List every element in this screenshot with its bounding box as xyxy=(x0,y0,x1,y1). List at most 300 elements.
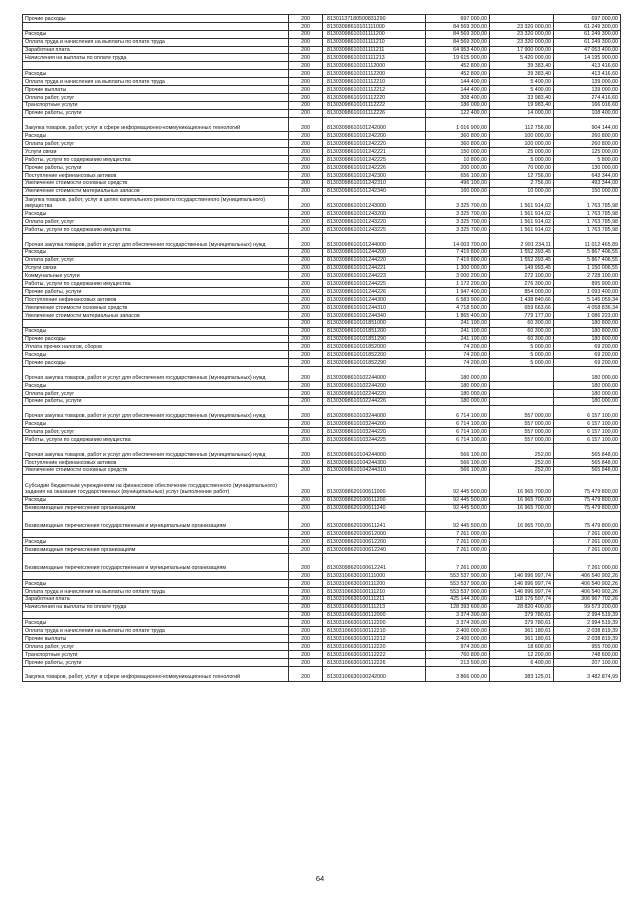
cell-name: Оплата работ, услуг xyxy=(23,643,289,651)
cell-exec: 23 320 000,00 xyxy=(490,22,554,30)
cell-code: 200 xyxy=(289,62,323,70)
cell-code: 200 xyxy=(289,579,323,587)
cell-name: Оплата работ, услуг xyxy=(23,218,289,226)
cell-csr: 81303098610101242225 xyxy=(323,156,426,164)
cell-plan: 308 400,00 xyxy=(426,93,490,101)
table-row xyxy=(23,474,621,496)
cell-csr: 81303098620100612241 xyxy=(323,554,426,572)
cell-plan: 360 800,00 xyxy=(426,132,490,140)
cell-rest: 180 800,00 xyxy=(554,327,621,335)
table-row xyxy=(23,117,621,132)
cell-plan: 6 714 100,00 xyxy=(426,405,490,420)
cell-exec xyxy=(490,15,554,23)
cell-rest: 14 195 900,00 xyxy=(554,54,621,62)
cell-exec: 39 383,40 xyxy=(490,62,554,70)
cell-rest: 61 249 300,00 xyxy=(554,22,621,30)
cell-code: 200 xyxy=(289,496,323,504)
cell-csr: 81303098610101242340 xyxy=(323,187,426,195)
cell-rest: 75 479 800,00 xyxy=(554,512,621,530)
cell-plan: 84 569 300,00 xyxy=(426,30,490,38)
cell-code: 200 xyxy=(289,218,323,226)
table-row xyxy=(23,595,621,603)
table-row xyxy=(23,38,621,46)
cell-name: Расходы xyxy=(23,496,289,504)
cell-plan: 697 000,00 xyxy=(426,15,490,23)
cell-exec: 557 000,00 xyxy=(490,405,554,420)
cell-rest: 180 000,00 xyxy=(554,367,621,382)
cell-code: 200 xyxy=(289,187,323,195)
cell-csr: 81303098610101111211 xyxy=(323,46,426,54)
cell-plan: 10 800,00 xyxy=(426,156,490,164)
cell-csr: 81303098610102244226 xyxy=(323,397,426,405)
cell-csr: 81303098610101242300 xyxy=(323,171,426,179)
cell-plan: 150 000,00 xyxy=(426,148,490,156)
cell-csr: 81303098610101244300 xyxy=(323,296,426,304)
cell-code: 200 xyxy=(289,611,323,619)
cell-csr: 81303098610104244300 xyxy=(323,458,426,466)
cell-exec: 361 180,61 xyxy=(490,627,554,635)
cell-csr: 81303106630100112000 xyxy=(323,611,426,619)
cell-rest: 1 763 785,98 xyxy=(554,210,621,218)
cell-rest: 697 000,00 xyxy=(554,15,621,23)
cell-rest: 69 200,00 xyxy=(554,343,621,351)
cell-csr: 81303098610101852000 xyxy=(323,343,426,351)
cell-csr: 81301137180500831290 xyxy=(323,15,426,23)
table-row xyxy=(23,405,621,420)
cell-name: Расходы xyxy=(23,210,289,218)
cell-plan: 1 016 900,00 xyxy=(426,117,490,132)
cell-exec: 5 400,00 xyxy=(490,86,554,94)
cell-rest: 7 261 000,00 xyxy=(554,538,621,546)
cell-code: 200 xyxy=(289,264,323,272)
table-row xyxy=(23,311,621,319)
cell-exec: 1 561 914,02 xyxy=(490,226,554,234)
cell-exec: 146 996 997,74 xyxy=(490,572,554,580)
table-row xyxy=(23,148,621,156)
table-body xyxy=(23,15,621,682)
cell-name: Расходы xyxy=(23,351,289,359)
cell-exec: 1 561 914,02 xyxy=(490,195,554,210)
cell-rest: 6 157 100,00 xyxy=(554,405,621,420)
cell-rest: 108 400,00 xyxy=(554,109,621,117)
cell-plan: 92 445 500,00 xyxy=(426,474,490,496)
cell-exec: 23 320 000,00 xyxy=(490,30,554,38)
cell-plan: 14 003 700,00 xyxy=(426,233,490,248)
cell-csr: 81303098610102244000 xyxy=(323,367,426,382)
cell-code: 200 xyxy=(289,538,323,546)
cell-code: 200 xyxy=(289,140,323,148)
cell-exec xyxy=(490,381,554,389)
cell-rest: 565 848,00 xyxy=(554,444,621,459)
cell-name: Работы, услуги по содержанию имущества xyxy=(23,226,289,234)
cell-plan: 241 100,00 xyxy=(426,327,490,335)
cell-name: Прочие работы, услуги xyxy=(23,658,289,666)
cell-rest: 180 000,00 xyxy=(554,397,621,405)
cell-plan: 19 615 900,00 xyxy=(426,54,490,62)
cell-csr: 81303098610103244225 xyxy=(323,436,426,444)
cell-code: 200 xyxy=(289,46,323,54)
cell-name: Прочие выплаты xyxy=(23,635,289,643)
cell-rest: 260 800,00 xyxy=(554,140,621,148)
cell-plan: 128 393 600,00 xyxy=(426,603,490,611)
cell-rest: 904 144,00 xyxy=(554,117,621,132)
table-row xyxy=(23,335,621,343)
cell-exec: 1 438 840,66 xyxy=(490,296,554,304)
cell-csr: 81303098610101244225 xyxy=(323,280,426,288)
cell-exec: 16 965 700,00 xyxy=(490,504,554,512)
cell-name: Оплата труда и начисления на выплаты по оплате труда xyxy=(23,627,289,635)
cell-name: Прочая закупка товаров, работ и услуг для обеспечения государственных (муниципальных) нужд xyxy=(23,444,289,459)
cell-code: 200 xyxy=(289,195,323,210)
cell-csr: 81303106630100112200 xyxy=(323,619,426,627)
table-row xyxy=(23,288,621,296)
cell-plan: 74 200,00 xyxy=(426,343,490,351)
cell-rest: 139 000,00 xyxy=(554,86,621,94)
table-row xyxy=(23,256,621,264)
cell-csr: 81303098610101243225 xyxy=(323,226,426,234)
table-row xyxy=(23,132,621,140)
cell-name: Услуги связи xyxy=(23,264,289,272)
cell-code: 200 xyxy=(289,436,323,444)
table-row xyxy=(23,351,621,359)
cell-code: 200 xyxy=(289,179,323,187)
cell-csr: 81303098610101242310 xyxy=(323,179,426,187)
cell-rest: 2 994 519,39 xyxy=(554,611,621,619)
cell-code: 200 xyxy=(289,93,323,101)
table-row xyxy=(23,619,621,627)
cell-exec: 39 383,40 xyxy=(490,70,554,78)
cell-code: 200 xyxy=(289,619,323,627)
cell-name: Начисления на выплаты по оплате труда xyxy=(23,603,289,611)
table-row xyxy=(23,579,621,587)
cell-name: Расходы xyxy=(23,327,289,335)
cell-exec: 5 400,00 xyxy=(490,78,554,86)
table-row xyxy=(23,109,621,117)
cell-code: 200 xyxy=(289,78,323,86)
table-row xyxy=(23,658,621,666)
cell-plan: 180 000,00 xyxy=(426,397,490,405)
cell-exec: 60 300,00 xyxy=(490,327,554,335)
cell-rest: 406 540 902,26 xyxy=(554,579,621,587)
cell-rest: 180 000,00 xyxy=(554,389,621,397)
cell-plan: 144 400,00 xyxy=(426,86,490,94)
cell-name xyxy=(23,572,289,580)
cell-code: 200 xyxy=(289,70,323,78)
cell-exec: 10 000,00 xyxy=(490,187,554,195)
cell-name: Субсидии бюджетным учреждениям на финансовое обеспечение государственного (муниципального) задания на оказание государственных (муниципальных) услуг (выполнение работ) xyxy=(23,474,289,496)
cell-rest: 1 093 400,00 xyxy=(554,288,621,296)
cell-code: 200 xyxy=(289,359,323,367)
table-row xyxy=(23,187,621,195)
cell-code: 200 xyxy=(289,288,323,296)
cell-name: Безвозмездные перечисления государственным и муниципальным организациям xyxy=(23,554,289,572)
cell-plan: 566 100,00 xyxy=(426,458,490,466)
table-row xyxy=(23,603,621,611)
table-row xyxy=(23,304,621,312)
cell-name: Оплата труда и начисления на выплаты по оплате труда xyxy=(23,78,289,86)
cell-code: 200 xyxy=(289,343,323,351)
cell-plan: 4 718 500,00 xyxy=(426,304,490,312)
cell-plan: 7 261 000,00 xyxy=(426,554,490,572)
cell-csr: 81303098610101112210 xyxy=(323,78,426,86)
cell-csr: 81303106630100242000 xyxy=(323,666,426,681)
cell-csr: 81303098610101111200 xyxy=(323,30,426,38)
page-number: 64 xyxy=(315,874,325,883)
cell-name: Закупка товаров, работ, услуг в сфере информационно-коммуникационных технологий xyxy=(23,117,289,132)
cell-code: 200 xyxy=(289,420,323,428)
cell-csr: 81303098610101111213 xyxy=(323,54,426,62)
table-row xyxy=(23,179,621,187)
cell-code: 200 xyxy=(289,595,323,603)
cell-csr: 81303098610101244310 xyxy=(323,304,426,312)
cell-exec: 19 983,40 xyxy=(490,101,554,109)
cell-code: 200 xyxy=(289,109,323,117)
cell-csr: 81303098620100612200 xyxy=(323,538,426,546)
cell-plan: 200 000,00 xyxy=(426,163,490,171)
cell-rest: 1 763 785,98 xyxy=(554,226,621,234)
table-row xyxy=(23,264,621,272)
cell-name: Оплата работ, услуг xyxy=(23,389,289,397)
cell-csr: 81303106630100111213 xyxy=(323,603,426,611)
cell-code: 200 xyxy=(289,572,323,580)
cell-exec: 779 177,00 xyxy=(490,311,554,319)
cell-rest: 11 012 465,89 xyxy=(554,233,621,248)
cell-plan: 553 537 900,00 xyxy=(426,587,490,595)
table-row xyxy=(23,54,621,62)
cell-plan: 74 200,00 xyxy=(426,359,490,367)
cell-code: 200 xyxy=(289,226,323,234)
table-row xyxy=(23,546,621,554)
table-row xyxy=(23,611,621,619)
cell-name xyxy=(23,319,289,327)
cell-rest: 99 573 200,00 xyxy=(554,603,621,611)
table-row xyxy=(23,70,621,78)
cell-plan: 452 800,00 xyxy=(426,70,490,78)
cell-plan: 3 374 300,00 xyxy=(426,619,490,627)
cell-exec xyxy=(490,367,554,382)
cell-code: 200 xyxy=(289,163,323,171)
cell-exec: 18 600,00 xyxy=(490,643,554,651)
cell-rest: 75 479 800,00 xyxy=(554,474,621,496)
cell-csr: 81303098610101242200 xyxy=(323,132,426,140)
cell-code: 200 xyxy=(289,351,323,359)
cell-exec: 252,00 xyxy=(490,466,554,474)
cell-csr: 81303098610101244226 xyxy=(323,288,426,296)
cell-code: 200 xyxy=(289,444,323,459)
cell-rest: 69 200,00 xyxy=(554,359,621,367)
cell-name: Оплата работ, услуг xyxy=(23,140,289,148)
cell-name: Закупка товаров, работ, услуг в целях капитального ремонта государственного (муниципального) имущества xyxy=(23,195,289,210)
table-row xyxy=(23,140,621,148)
cell-rest: 6 157 100,00 xyxy=(554,420,621,428)
cell-csr: 81303098610101851200 xyxy=(323,327,426,335)
cell-csr: 81303098610104244000 xyxy=(323,444,426,459)
cell-rest: 2 728 100,00 xyxy=(554,272,621,280)
cell-csr: 81303106630100112212 xyxy=(323,635,426,643)
cell-exec: 33 983,40 xyxy=(490,93,554,101)
cell-code: 200 xyxy=(289,327,323,335)
cell-name: Расходы xyxy=(23,538,289,546)
cell-rest: 955 700,00 xyxy=(554,643,621,651)
cell-name: Оплата работ, услуг xyxy=(23,256,289,264)
cell-exec: 60 300,00 xyxy=(490,319,554,327)
table-row xyxy=(23,248,621,256)
cell-plan: 7 419 800,00 xyxy=(426,248,490,256)
cell-csr: 81303106630100112220 xyxy=(323,643,426,651)
table-row xyxy=(23,171,621,179)
cell-name: Коммунальные услуги xyxy=(23,272,289,280)
cell-name: Расходы xyxy=(23,381,289,389)
cell-code: 200 xyxy=(289,658,323,666)
cell-code: 200 xyxy=(289,248,323,256)
cell-code: 200 xyxy=(289,367,323,382)
table-row xyxy=(23,319,621,327)
cell-exec: 5 000,00 xyxy=(490,351,554,359)
table-row xyxy=(23,436,621,444)
cell-name: Заработная плата xyxy=(23,595,289,603)
cell-rest: 139 000,00 xyxy=(554,78,621,86)
cell-plan: 64 953 400,00 xyxy=(426,46,490,54)
table-row xyxy=(23,643,621,651)
cell-plan: 7 261 000,00 xyxy=(426,538,490,546)
cell-name: Уплата прочих налогов, сборов xyxy=(23,343,289,351)
cell-exec: 23 320 000,00 xyxy=(490,38,554,46)
cell-plan: 6 583 900,00 xyxy=(426,296,490,304)
cell-code: 200 xyxy=(289,389,323,397)
cell-csr: 81303106630100112210 xyxy=(323,627,426,635)
cell-rest: 180 800,00 xyxy=(554,335,621,343)
cell-rest: 5 145 059,34 xyxy=(554,296,621,304)
cell-code: 200 xyxy=(289,171,323,179)
cell-exec: 2 756,00 xyxy=(490,179,554,187)
cell-name: Заработная плата xyxy=(23,46,289,54)
cell-code: 200 xyxy=(289,666,323,681)
cell-code: 200 xyxy=(289,335,323,343)
table-row xyxy=(23,466,621,474)
cell-rest: 413 416,60 xyxy=(554,70,621,78)
cell-csr: 81303106630100112222 xyxy=(323,651,426,659)
cell-csr: 81303098610101111210 xyxy=(323,38,426,46)
cell-name xyxy=(23,62,289,70)
cell-rest: 306 967 702,26 xyxy=(554,595,621,603)
cell-rest: 2 038 819,39 xyxy=(554,635,621,643)
cell-rest: 207 100,00 xyxy=(554,658,621,666)
cell-exec: 25 000,00 xyxy=(490,148,554,156)
table-row xyxy=(23,397,621,405)
cell-exec: 12 756,00 xyxy=(490,171,554,179)
table-row xyxy=(23,22,621,30)
cell-name: Прочая закупка товаров, работ и услуг для обеспечения государственных (муниципальных) нужд xyxy=(23,405,289,420)
cell-name: Расходы xyxy=(23,132,289,140)
cell-csr: 81303098610101242221 xyxy=(323,148,426,156)
cell-csr: 81303098610101242220 xyxy=(323,140,426,148)
cell-exec: 557 000,00 xyxy=(490,436,554,444)
cell-rest: 260 800,00 xyxy=(554,132,621,140)
cell-plan: 1 947 400,00 xyxy=(426,288,490,296)
cell-exec: 1 561 914,02 xyxy=(490,210,554,218)
table-row xyxy=(23,296,621,304)
cell-exec xyxy=(490,389,554,397)
cell-plan: 160 000,00 xyxy=(426,187,490,195)
cell-plan: 3 325 700,00 xyxy=(426,226,490,234)
cell-rest: 1 086 223,00 xyxy=(554,311,621,319)
cell-name: Начисления на выплаты по оплате труда xyxy=(23,54,289,62)
cell-plan: 566 100,00 xyxy=(426,466,490,474)
cell-plan: 74 200,00 xyxy=(426,351,490,359)
cell-name: Прочие расходы xyxy=(23,335,289,343)
cell-csr: 81303098610101244223 xyxy=(323,272,426,280)
cell-plan: 7 261 000,00 xyxy=(426,530,490,538)
cell-plan: 92 445 500,00 xyxy=(426,512,490,530)
cell-exec: 100 000,00 xyxy=(490,140,554,148)
cell-exec xyxy=(490,538,554,546)
cell-csr: 81303106630100112226 xyxy=(323,658,426,666)
cell-name: Прочие выплаты xyxy=(23,86,289,94)
table-row xyxy=(23,101,621,109)
cell-name: Прочие работы, услуги xyxy=(23,109,289,117)
cell-csr: 81303098610101112200 xyxy=(323,70,426,78)
cell-csr: 81303098610101112222 xyxy=(323,101,426,109)
cell-code: 200 xyxy=(289,554,323,572)
table-row xyxy=(23,218,621,226)
cell-rest: 130 000,00 xyxy=(554,163,621,171)
cell-exec: 16 965 700,00 xyxy=(490,474,554,496)
cell-exec: 1 552 393,45 xyxy=(490,256,554,264)
cell-exec: 272 100,00 xyxy=(490,272,554,280)
cell-rest: 47 053 400,00 xyxy=(554,46,621,54)
cell-rest: 61 249 300,00 xyxy=(554,30,621,38)
cell-name: Поступление нефинансовых активов xyxy=(23,171,289,179)
cell-name: Прочие расходы xyxy=(23,15,289,23)
cell-plan: 7 261 000,00 xyxy=(426,546,490,554)
cell-plan: 3 325 700,00 xyxy=(426,218,490,226)
cell-code: 200 xyxy=(289,504,323,512)
cell-exec: 146 996 997,74 xyxy=(490,587,554,595)
table-row xyxy=(23,554,621,572)
table-row xyxy=(23,420,621,428)
cell-exec: 854 000,00 xyxy=(490,288,554,296)
cell-plan: 566 100,00 xyxy=(426,444,490,459)
cell-plan: 144 400,00 xyxy=(426,78,490,86)
cell-plan: 6 714 100,00 xyxy=(426,420,490,428)
cell-exec: 17 900 000,00 xyxy=(490,46,554,54)
table-row xyxy=(23,666,621,681)
cell-exec: 379 780,61 xyxy=(490,611,554,619)
table-row xyxy=(23,512,621,530)
cell-rest: 7 261 000,00 xyxy=(554,530,621,538)
cell-code: 200 xyxy=(289,319,323,327)
cell-plan: 2 400 000,00 xyxy=(426,627,490,635)
cell-exec: 16 965 700,00 xyxy=(490,512,554,530)
cell-plan: 92 445 500,00 xyxy=(426,496,490,504)
cell-rest: 75 479 800,00 xyxy=(554,504,621,512)
cell-code: 200 xyxy=(289,587,323,595)
cell-csr: 81303098610101112226 xyxy=(323,109,426,117)
table-row xyxy=(23,93,621,101)
cell-plan: 3 374 300,00 xyxy=(426,611,490,619)
cell-name: Увеличение стоимости основных средств xyxy=(23,179,289,187)
cell-plan: 760 800,00 xyxy=(426,651,490,659)
cell-rest: 3 482 874,99 xyxy=(554,666,621,681)
cell-name: Расходы xyxy=(23,248,289,256)
cell-exec: 5 000,00 xyxy=(490,359,554,367)
cell-name: Работы, услуги по содержанию имущества xyxy=(23,156,289,164)
cell-plan: 1 300 000,00 xyxy=(426,264,490,272)
table-row xyxy=(23,359,621,367)
cell-code: 200 xyxy=(289,651,323,659)
cell-csr: 81303098620100612000 xyxy=(323,530,426,538)
cell-code: 200 xyxy=(289,256,323,264)
